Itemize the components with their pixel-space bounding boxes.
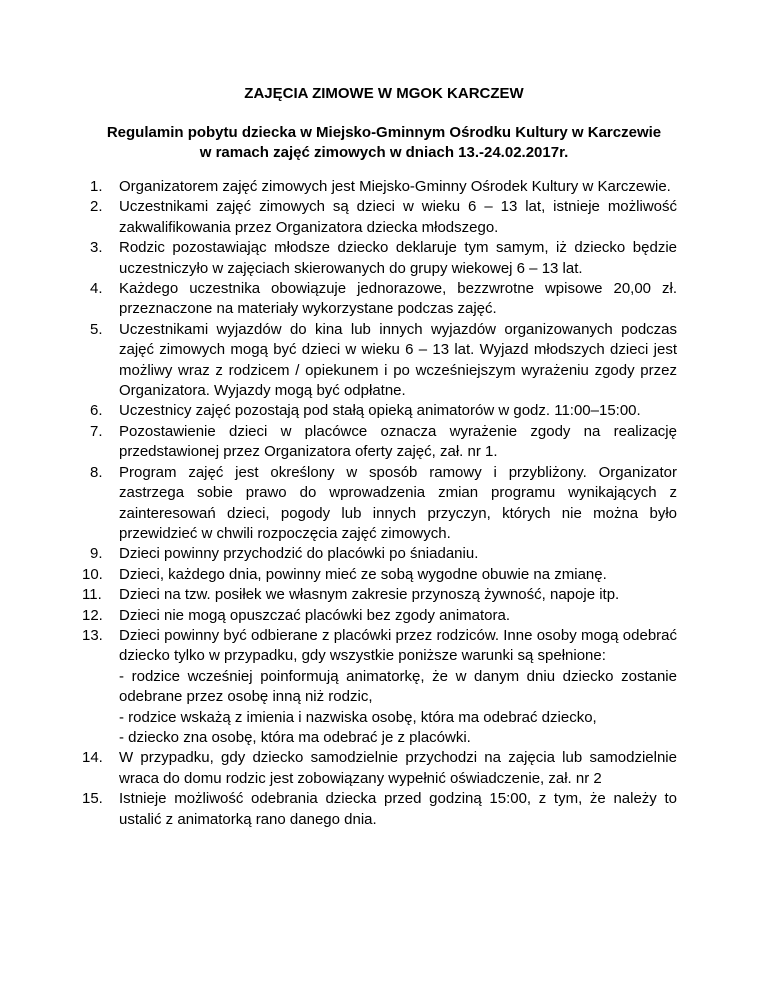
rule-number: 2. [90, 198, 103, 216]
subtitle-line-2: w ramach zajęć zimowych w dniach 13.-24.02.2017r. [199, 144, 569, 161]
rules-list [82, 177, 677, 830]
rule-number: 9. [90, 545, 103, 563]
rule-text: Uczestnicy zajęć pozostają pod stałą opieką animatorów w godz. 11:00–15:00. [119, 402, 641, 420]
rule-number: 15. [82, 790, 103, 808]
rule-text: Organizatorem zajęć zimowych jest Miejsko-Gminny Ośrodek Kultury w Karczewie. [119, 178, 671, 195]
rule-item [90, 544, 677, 564]
rule-item [82, 585, 677, 605]
rule-item [82, 565, 677, 585]
rule-number: 10. [82, 565, 103, 583]
rule-text: Dzieci powinny przychodzić do placówki po śniadaniu. [119, 545, 479, 563]
rule-text: Uczestnikami wyjazdów do kina lub innych wyjazdów organizowanych podczas zajęć zimowych mogą być dzieci w wieku 6 – 13 lat. Wyjazd młodszych dzieci jest możliwy wraz z rodzicem / opiekunem i po wcześniejszym wyrażeniu zgody przez Organizatora. Wyjazdy mogą być odpłatne. [119, 320, 677, 400]
rule-number: 11. [82, 586, 102, 604]
rule-number: 1. [90, 178, 103, 195]
rule-text: Rodzic pozostawiając młodsze dziecko deklaruje tym samym, iż dziecko będzie uczestniczyło w zajęciach skierowanych do grupy wiekowej 6 – 13 lat. [119, 239, 677, 277]
subtitle-line-1: Regulamin pobytu dziecka w Miejsko-Gminnym Ośrodku Kultury w Karczewie [106, 124, 662, 141]
rule-item [82, 748, 677, 789]
rule-text: Istnieje możliwość odebrania dziecka przed godziną 15:00, z tym, że należy to ustalić z animatorką rano danego dnia. [119, 790, 677, 828]
rule-number: 14. [82, 749, 103, 767]
rule-number: 13. [82, 626, 103, 644]
rule-item [90, 320, 677, 402]
rule-text: Pozostawienie dzieci w placówce oznacza wyrażenie zgody na realizację przedstawionej przez Organizatora oferty zajęć, zał. nr 1. [119, 422, 677, 461]
document-subtitle [0, 123, 768, 163]
rule-item [90, 177, 677, 197]
rule-number: 3. [90, 239, 103, 257]
rule-item [90, 422, 677, 463]
rule-text: Program zajęć jest określony w sposób ramowy i przybliżony. Organizator zastrzega sobie prawo do wprowadzenia zmian programu wynikających z zainteresowań dzieci, pogody lub innych przyczyn, których nie można było przewidzieć w chwili rozpoczęcia zajęć zimowych. [119, 463, 677, 542]
rule-text: Dzieci nie mogą opuszczać placówki bez zgody animatora. [119, 606, 511, 624]
rule-item [82, 626, 677, 748]
rule-item [90, 463, 677, 545]
rule-item [82, 789, 677, 830]
rule-number: 5. [90, 320, 103, 338]
rule-sub-condition: - dziecko zna osobę, która ma odebrać je z placówki. [119, 728, 471, 746]
rule-sub-condition: - rodzice wcześniej poinformują animatorkę, że w danym dniu dziecko zostanie odebrane przez osobę inną niż rodzic, [119, 667, 677, 706]
rule-number: 8. [90, 463, 103, 481]
rule-item [82, 606, 677, 626]
rule-number: 7. [90, 422, 103, 440]
document-title: ZAJĘCIA ZIMOWE W MGOK KARCZEW [244, 85, 524, 102]
rule-text: W przypadku, gdy dziecko samodzielnie przychodzi na zajęcia lub samodzielnie wraca do domu rodzic jest zobowiązany wypełnić oświadczenie, zał. nr 2 [119, 749, 677, 787]
rule-item [90, 401, 677, 421]
rule-item [90, 238, 677, 279]
rule-text: Dzieci, każdego dnia, powinny mieć ze sobą wygodne obuwie na zmianę. [119, 565, 607, 583]
rule-text: Dzieci na tzw. posiłek we własnym zakresie przynoszą żywność, napoje itp. [119, 586, 620, 604]
rule-number: 4. [90, 280, 103, 298]
rule-number: 6. [90, 402, 103, 420]
rule-text: Dzieci powinny być odbierane z placówki przez rodziców. Inne osoby mogą odebrać dziecko tylko w przypadku, gdy wszystkie poniższe warunki są spełnione: [119, 626, 677, 665]
rule-text: Każdego uczestnika obowiązuje jednorazowe, bezzwrotne wpisowe 20,00 zł. przeznaczone na materiały wykorzystane podczas zajęć. [119, 280, 677, 318]
rule-item [90, 279, 677, 320]
rule-sub-condition: - rodzice wskażą z imienia i nazwiska osobę, która ma odebrać dziecko, [119, 708, 597, 726]
rule-item [90, 197, 677, 238]
rule-text: Uczestnikami zajęć zimowych są dzieci w wieku 6 – 13 lat, istnieje możliwość zakwalifikowania przez Organizatora dziecka młodszego. [119, 198, 677, 236]
rule-number: 12. [82, 606, 103, 624]
